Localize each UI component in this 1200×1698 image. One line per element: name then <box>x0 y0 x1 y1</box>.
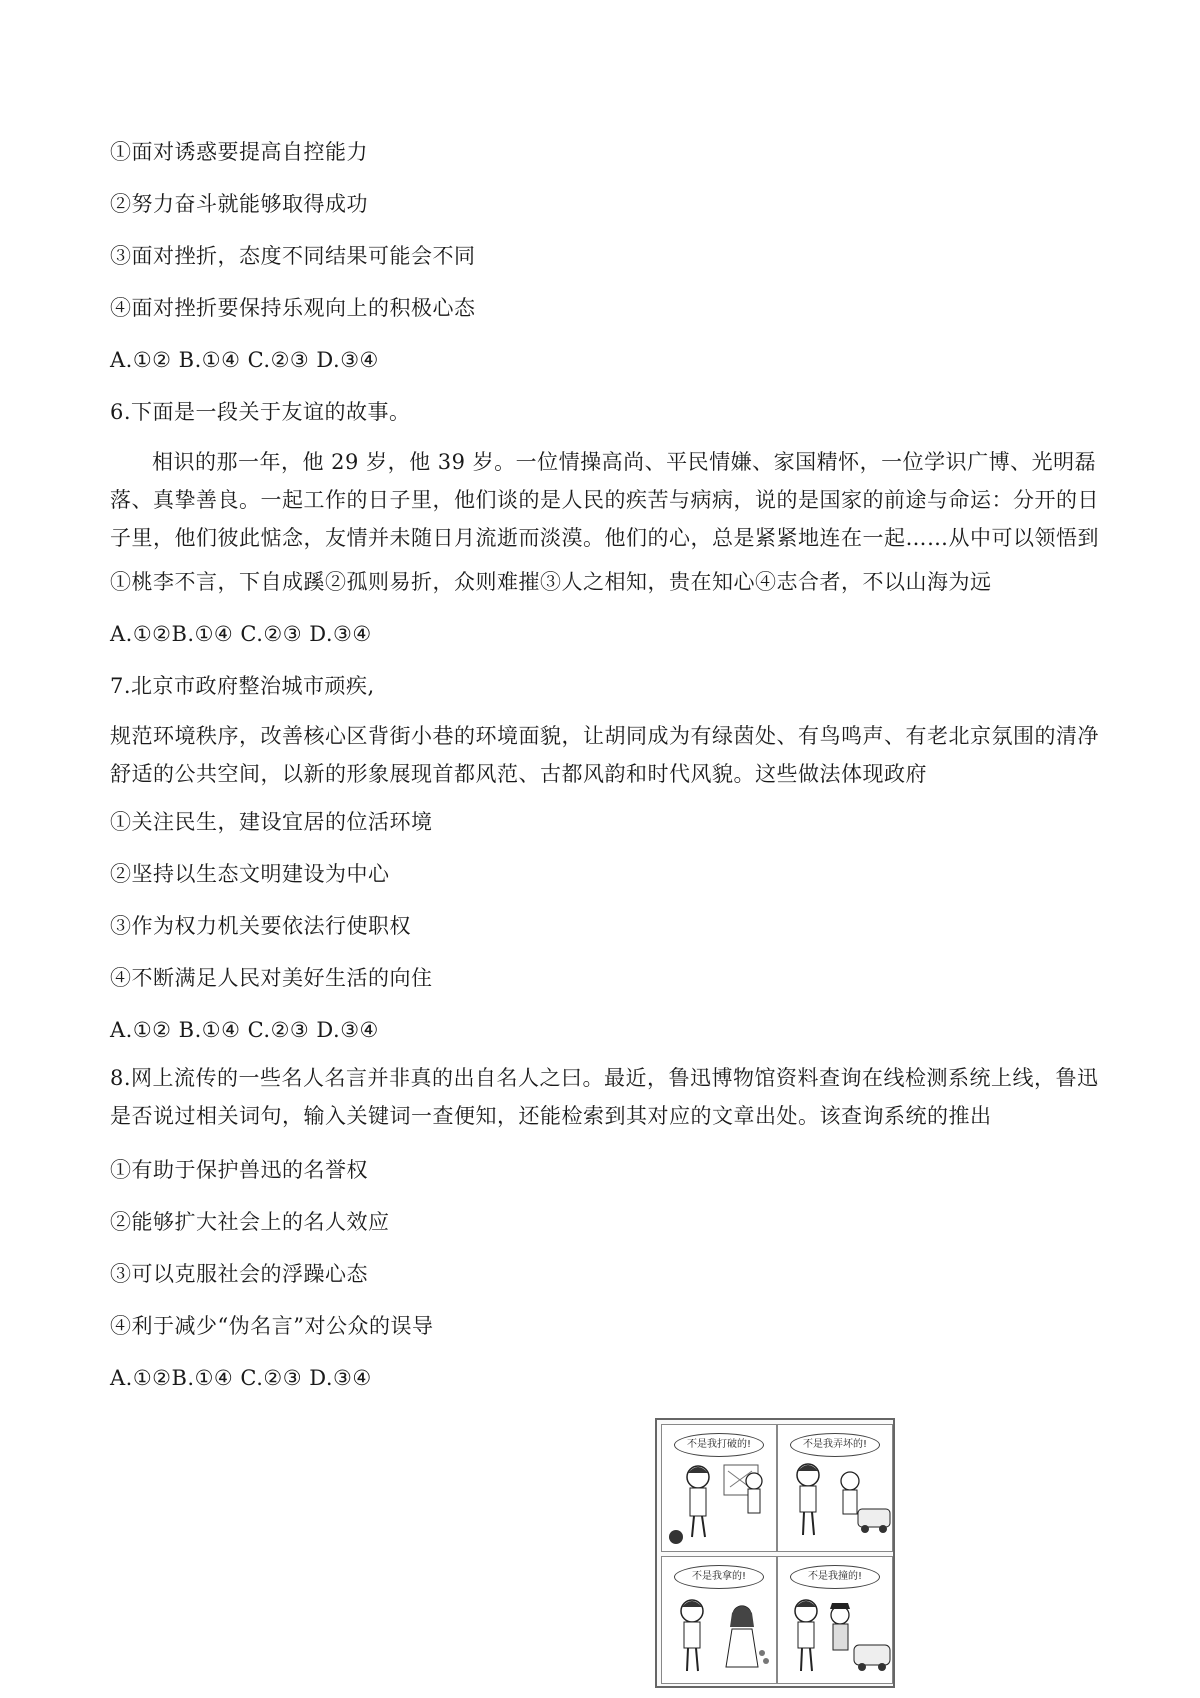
q6-passage: 相识的那一年，他 29 岁，他 39 岁。一位情操高尚、平民情嫌、家国精怀，一位学识广博、光明磊落、真挚善良。一起工作的日子里，他们谈的是人民的疾苦与病病，说的是国家的前途与命运：分开的日子里，他们彼此惦念，友情并未随日月流逝而淡漠。他们的心，总是紧紧地连在一起……从中可以领悟到 <box>110 450 1099 550</box>
q5-option-4: ④面对挫折要保持乐观向上的积极心态 <box>110 296 476 320</box>
q5-answer-choices: A.①② B.①④ C.②③ D.③④ <box>110 348 379 372</box>
q7-question-title: 7.北京市政府整治城市顽疾, <box>110 674 375 698</box>
speech-bubble-1: 不是我打破的! <box>674 1433 764 1457</box>
q7-option-1: ①关注民生，建设宜居的位活环境 <box>110 810 433 834</box>
q8-option-2: ②能够扩大社会上的名人效应 <box>110 1210 390 1234</box>
q8-answer-choices: A.①②B.①④ C.②③ D.③④ <box>110 1366 372 1390</box>
comic-panel-1 <box>661 1424 777 1552</box>
q8-option-4: ④利于减少“伪名言”对公众的误导 <box>110 1314 434 1338</box>
q7-option-3: ③作为权力机关要依法行使职权 <box>110 914 411 938</box>
q8-option-1: ①有助于保护兽迅的名誉权 <box>110 1158 368 1182</box>
q7-passage: 规范环境秩序，改善核心区背街小巷的环境面貌，让胡同成为有绿茵处、有鸟鸣声、有老北京氛围的清净舒适的公共空间，以新的形象展现首都风范、古都风韵和时代风貌。这些做法体现政府 <box>110 724 1099 786</box>
speech-bubble-2: 不是我弄坏的! <box>790 1433 880 1457</box>
comic-panel-2 <box>777 1424 893 1552</box>
q6-answer-choices: A.①②B.①④ C.②③ D.③④ <box>110 622 372 646</box>
girl-and-boy-icon <box>662 1557 777 1684</box>
speech-bubble-3: 不是我拿的! <box>674 1565 764 1589</box>
q5-option-1: ①面对诱惑要提高自控能力 <box>110 140 368 164</box>
q6-options: ①桃李不言，下自成蹊②孤则易折，众则难摧③人之相知，贵在知心④志合者，不以山海为远 <box>110 570 992 594</box>
q8-option-3: ③可以克服社会的浮躁心态 <box>110 1262 368 1286</box>
comic-illustration <box>655 1418 895 1688</box>
q7-option-4: ④不断满足人民对美好生活的向住 <box>110 966 433 990</box>
comic-panel-4 <box>777 1556 893 1684</box>
q5-option-2: ②努力奋斗就能够取得成功 <box>110 192 368 216</box>
q6-question-title: 6.下面是一段关于友谊的故事。 <box>110 400 411 424</box>
q8-question-passage: 8.网上流传的一些名人名言并非真的出自名人之曰。最近，鲁迅博物馆资料查询在线检测系统上线，鲁迅是否说过相关词句，输入关键词一查便知，还能检索到其对应的文章出处。该查询系统的推出 <box>110 1066 1099 1128</box>
boy-with-car-icon <box>778 1425 893 1552</box>
comic-panel-3 <box>661 1556 777 1684</box>
q7-answer-choices: A.①② B.①④ C.②③ D.③④ <box>110 1018 379 1042</box>
boy-figure-icon <box>662 1425 777 1552</box>
q5-option-3: ③面对挫折，态度不同结果可能会不同 <box>110 244 476 268</box>
q7-option-2: ②坚持以生态文明建设为中心 <box>110 862 390 886</box>
speech-bubble-4: 不是我撞的! <box>790 1565 880 1589</box>
boy-and-police-icon <box>778 1557 893 1684</box>
